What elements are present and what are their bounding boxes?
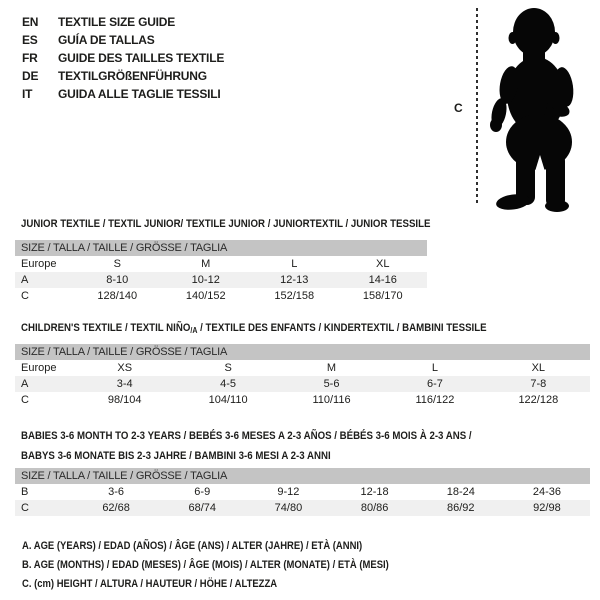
lang-label: TEXTILE SIZE GUIDE bbox=[58, 15, 176, 29]
footnote-a: A. AGE (YEARS) / EDAD (AÑOS) / ÂGE (ANS) / ALTER (JAHRE) / ETÀ (ANNI) bbox=[22, 540, 363, 552]
table-row bbox=[15, 288, 427, 304]
junior-table bbox=[15, 216, 431, 304]
cell: L bbox=[291, 258, 298, 270]
cell: 4-5 bbox=[220, 378, 237, 390]
babies-table-title-line1: BABIES 3-6 MONTH TO 2-3 YEARS / BEBÉS 3-6 MESES A 2-3 AÑOS / BÉBÉS 3-6 MOIS À 2-3 ANS / bbox=[21, 430, 472, 442]
cell: M bbox=[201, 258, 211, 270]
footnotes bbox=[22, 537, 449, 594]
cell: 62/68 bbox=[102, 502, 130, 514]
row-label: A bbox=[21, 274, 29, 286]
row-label: C bbox=[21, 394, 29, 406]
cell: 7-8 bbox=[530, 378, 547, 390]
lang-code: EN bbox=[22, 15, 39, 29]
cell: L bbox=[431, 362, 438, 374]
cell: 12-18 bbox=[360, 486, 389, 498]
cell: 116/122 bbox=[415, 394, 455, 406]
lang-label: TEXTILGRÖßENFÜHRUNG bbox=[58, 69, 207, 83]
row-label: A bbox=[21, 378, 29, 390]
lang-row-de bbox=[22, 67, 224, 85]
lang-code: IT bbox=[22, 87, 33, 101]
footnote-c: C. (cm) HEIGHT / ALTURA / HAUTEUR / HÖHE / ALTEZZA bbox=[22, 578, 278, 590]
cell: 92/98 bbox=[533, 502, 561, 514]
babies-table-title-line2: BABYS 3-6 MONATE BIS 2-3 JAHRE / BAMBINI 3-6 MESI A 2-3 ANNI bbox=[21, 450, 331, 462]
babies-table bbox=[15, 428, 590, 516]
cell: XL bbox=[531, 362, 546, 374]
cell: 110/116 bbox=[312, 394, 351, 406]
cell: 12-13 bbox=[280, 274, 309, 286]
lang-row-it bbox=[22, 85, 224, 103]
cell: 74/80 bbox=[274, 502, 303, 514]
table-row bbox=[15, 376, 590, 392]
row-label: B bbox=[21, 486, 29, 498]
cell: 158/170 bbox=[362, 290, 403, 302]
cell: 14-16 bbox=[368, 274, 397, 286]
title-subscript: /A bbox=[190, 326, 198, 335]
height-measure-label: C bbox=[454, 101, 463, 115]
lang-row-fr bbox=[22, 49, 224, 67]
size-band: SIZE / TALLA / TAILLE / GRÖSSE / TAGLIA bbox=[15, 240, 427, 256]
children-table-title bbox=[21, 320, 522, 337]
toddler-silhouette bbox=[486, 5, 596, 212]
lang-row-en bbox=[22, 13, 224, 31]
cell: 6-7 bbox=[426, 378, 443, 390]
cell: 80/86 bbox=[360, 502, 389, 514]
row-label: Europe bbox=[21, 362, 57, 374]
cell: XL bbox=[376, 258, 390, 270]
lang-code: FR bbox=[22, 51, 38, 65]
lang-label: GUIDE DES TAILLES TEXTILE bbox=[58, 51, 225, 65]
cell: 8-10 bbox=[106, 274, 129, 286]
title-text: CHILDREN'S TEXTILE / TEXTIL NIÑO bbox=[21, 322, 191, 334]
cell: 3-6 bbox=[108, 486, 125, 498]
cell: 10-12 bbox=[191, 274, 220, 286]
lang-code: DE bbox=[22, 69, 39, 83]
cell: 122/128 bbox=[518, 394, 559, 406]
cell: 68/74 bbox=[188, 502, 217, 514]
lang-row-es bbox=[22, 31, 224, 49]
row-label: C bbox=[21, 290, 29, 302]
cell: 86/92 bbox=[447, 502, 475, 514]
lang-code: ES bbox=[22, 33, 38, 47]
table-row bbox=[15, 484, 590, 500]
table-row bbox=[15, 256, 427, 272]
cell: 104/110 bbox=[208, 394, 248, 406]
cell: XS bbox=[117, 362, 133, 374]
table-row bbox=[15, 360, 590, 376]
table-row bbox=[15, 392, 590, 408]
cell: 5-6 bbox=[323, 378, 340, 390]
size-band: SIZE / TALLA / TAILLE / GRÖSSE / TAGLIA bbox=[15, 344, 590, 360]
footnote-b: B. AGE (MONTHS) / EDAD (MESES) / ÂGE (MOIS) / ALTER (MONATE) / ETÀ (MESI) bbox=[22, 559, 389, 571]
cell: 24-36 bbox=[532, 486, 562, 498]
junior-table-title: JUNIOR TEXTILE / TEXTIL JUNIOR/ TEXTILE JUNIOR / JUNIORTEXTIL / JUNIOR TESSILE bbox=[21, 218, 431, 230]
cell: 140/152 bbox=[185, 290, 226, 302]
row-label: C bbox=[21, 502, 29, 514]
cell: 128/140 bbox=[97, 290, 138, 302]
table-row bbox=[15, 500, 590, 516]
size-band: SIZE / TALLA / TAILLE / GRÖSSE / TAGLIA bbox=[15, 468, 590, 484]
lang-label: GUIDA ALLE TAGLIE TESSILI bbox=[58, 87, 221, 101]
children-table bbox=[15, 320, 590, 408]
cell: S bbox=[113, 258, 121, 270]
cell: 3-4 bbox=[116, 378, 133, 390]
table-row bbox=[15, 272, 427, 288]
language-title-list bbox=[22, 13, 224, 103]
cell: 98/104 bbox=[107, 394, 142, 406]
cell: 6-9 bbox=[194, 486, 211, 498]
row-label: Europe bbox=[21, 258, 57, 270]
cell: M bbox=[326, 362, 337, 374]
cell: S bbox=[224, 362, 232, 374]
cell: 9-12 bbox=[277, 486, 300, 498]
cell: 18-24 bbox=[446, 486, 475, 498]
lang-label: GUÍA DE TALLAS bbox=[58, 33, 155, 47]
title-text: / TEXTILE DES ENFANTS / KINDERTEXTIL / BAMBINI TESSILE bbox=[197, 322, 487, 334]
height-measure-dashed-line bbox=[476, 8, 478, 206]
cell: 152/158 bbox=[274, 290, 315, 302]
